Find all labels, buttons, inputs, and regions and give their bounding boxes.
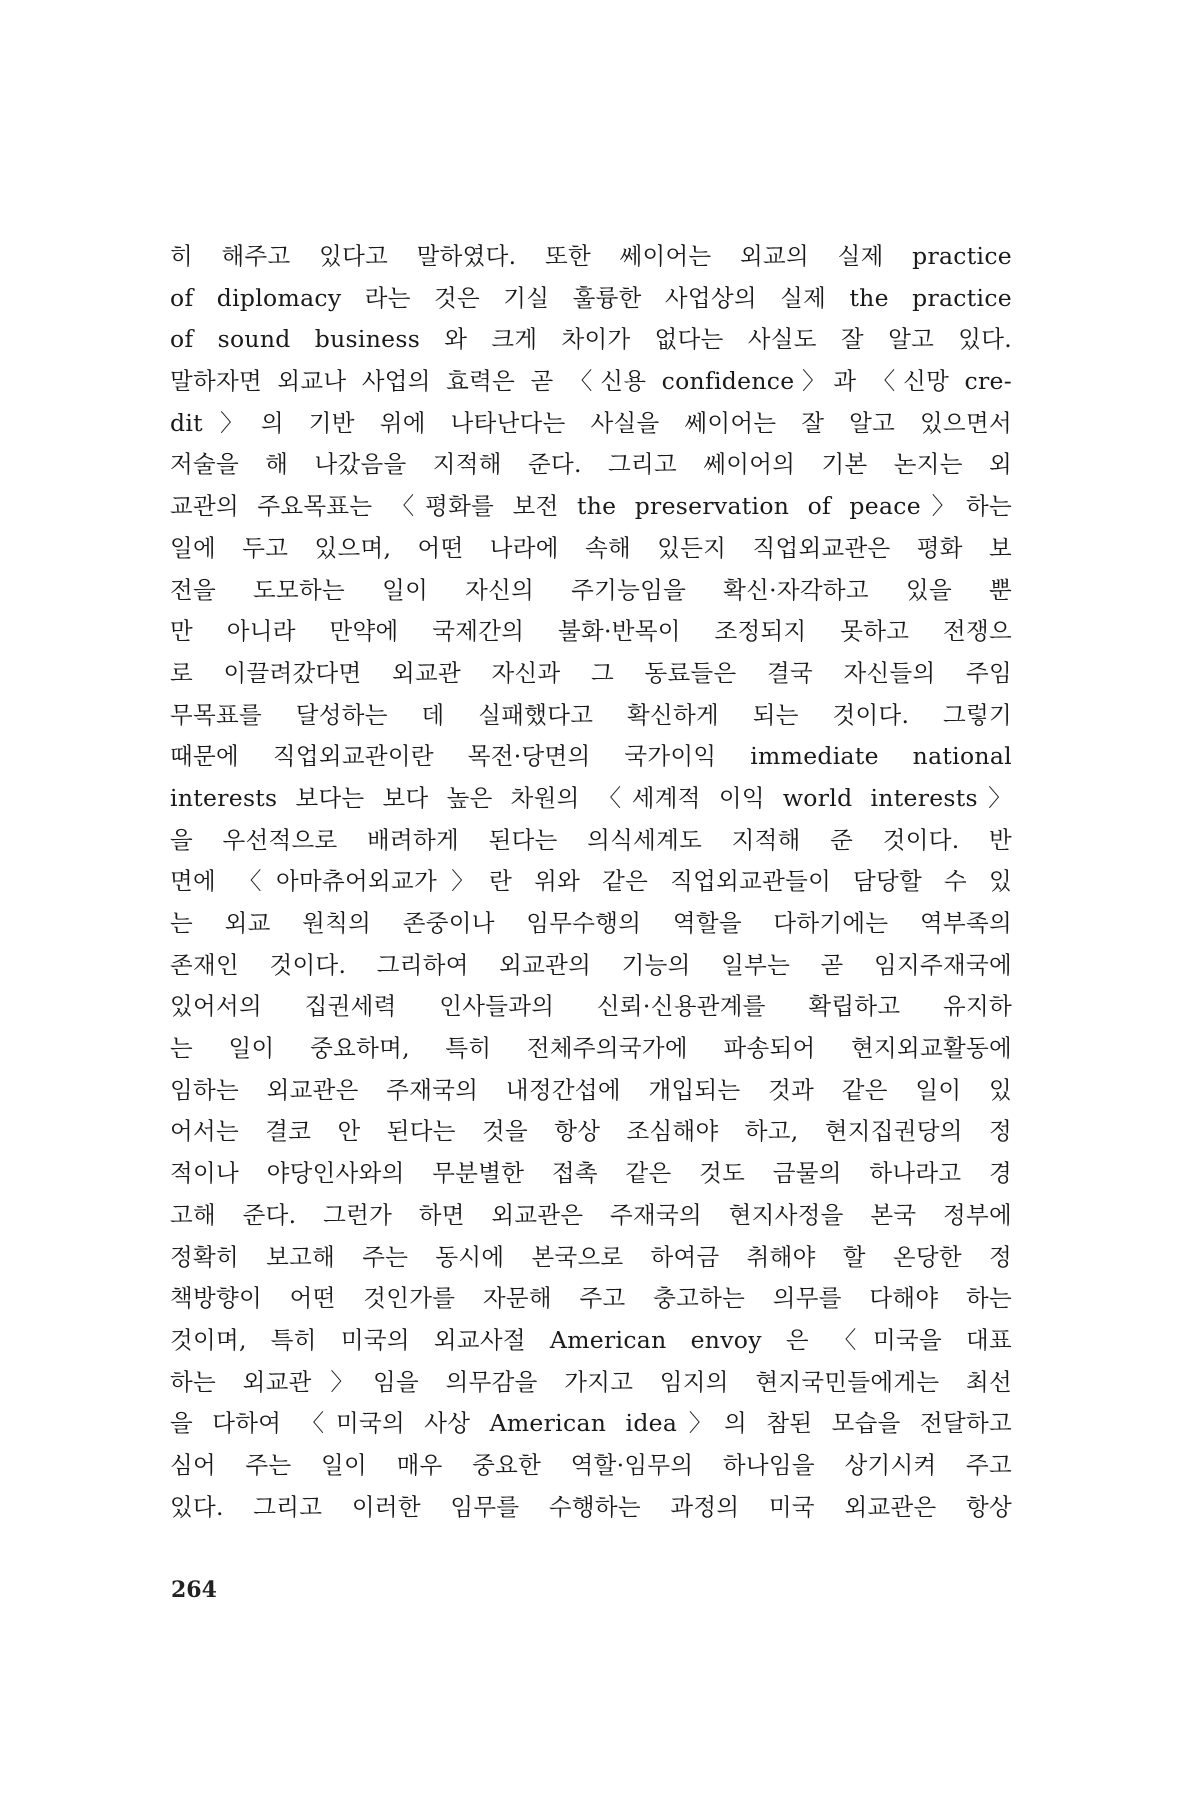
text-line: 것이며, 특히 미국의 외교사절 American envoy 은 〈미국을 대표 bbox=[170, 1325, 1012, 1354]
text-line: 는 외교 원칙의 존중이나 임무수행의 역할을 다하기에는 역부족의 bbox=[170, 909, 1012, 937]
text-line: 심어 주는 일이 매우 중요한 역할·임무의 하나임을 상기시켜 주고 bbox=[170, 1450, 1012, 1479]
text-line: of sound business 와 크게 차이가 없다는 사실도 잘 알고 있다. bbox=[170, 325, 1012, 354]
text-line: 책방향이 어떤 것인가를 자문해 주고 충고하는 의무를 다해야 하는 bbox=[170, 1284, 1012, 1313]
text-line: 말하자면 외교나 사업의 효력은 곧 〈신용 confidence〉과 〈신망 cre- bbox=[170, 367, 1012, 396]
text-line: 만 아니라 만약에 국제간의 불화·반목이 조정되지 못하고 전쟁으 bbox=[170, 617, 1012, 646]
text-line: dit〉의 기반 위에 나타난다는 사실을 쎄이어는 잘 알고 있으면서 bbox=[170, 408, 1012, 437]
text-line: 을 다하여 〈미국의 사상 American idea〉의 참된 모습을 전달하고 bbox=[170, 1409, 1012, 1438]
text-line: 임하는 외교관은 주재국의 내정간섭에 개입되는 것과 같은 일이 있 bbox=[170, 1075, 1012, 1104]
text-line: 때문에 직업외교관이란 목전·당면의 국가이익 immediate national bbox=[170, 742, 1012, 771]
text-line: 무목표를 달성하는 데 실패했다고 확신하게 되는 것이다. 그렇기 bbox=[170, 700, 1012, 729]
text-line: 저술을 해 나갔음을 지적해 준다. 그리고 쎄이어의 기본 논지는 외 bbox=[170, 450, 1012, 479]
text-line: interests 보다는 보다 높은 차원의 〈세계적 이익 world interests〉 bbox=[170, 783, 1012, 812]
text-line: 히 해주고 있다고 말하였다. 또한 쎄이어는 외교의 실제 practice bbox=[170, 242, 1012, 270]
page-number: 264 bbox=[171, 1577, 217, 1603]
text-line: 있어서의 집권세력 인사들과의 신뢰·신용관계를 확립하고 유지하 bbox=[170, 992, 1012, 1021]
text-line: 는 일이 중요하며, 특히 전체주의국가에 파송되어 현지외교활동에 bbox=[170, 1034, 1012, 1063]
text-line: 적이나 야당인사와의 무분별한 접촉 같은 것도 금물의 하나라고 경 bbox=[170, 1159, 1012, 1188]
text-line: of diplomacy 라는 것은 기실 훌륭한 사업상의 실제 the practice bbox=[170, 283, 1012, 312]
text-line: 고해 준다. 그런가 하면 외교관은 주재국의 현지사정을 본국 정부에 bbox=[170, 1200, 1012, 1229]
text-line: 로 이끌려갔다면 외교관 자신과 그 동료들은 결국 자신들의 주임 bbox=[170, 658, 1012, 687]
text-line: 정확히 보고해 주는 동시에 본국으로 하여금 취해야 할 온당한 정 bbox=[170, 1242, 1012, 1271]
text-line: 일에 두고 있으며, 어떤 나라에 속해 있든지 직업외교관은 평화 보 bbox=[170, 533, 1012, 562]
body-text bbox=[170, 236, 1012, 1528]
text-line: 있다. 그리고 이러한 임무를 수행하는 과정의 미국 외교관은 항상 bbox=[170, 1492, 1012, 1521]
text-line: 어서는 결코 안 된다는 것을 항상 조심해야 하고, 현지집권당의 정 bbox=[170, 1117, 1012, 1146]
text-line: 교관의 주요목표는 〈평화를 보전 the preservation of peace〉하는 bbox=[170, 492, 1012, 521]
text-line: 면에 〈아마츄어외교가〉란 위와 같은 직업외교관들이 담당할 수 있 bbox=[170, 867, 1012, 896]
text-line: 전을 도모하는 일이 자신의 주기능임을 확신·자각하고 있을 뿐 bbox=[170, 575, 1012, 604]
text-line: 존재인 것이다. 그리하여 외교관의 기능의 일부는 곧 임지주재국에 bbox=[170, 950, 1012, 979]
text-line: 하는 외교관〉임을 의무감을 가지고 임지의 현지국민들에게는 최선 bbox=[170, 1367, 1012, 1396]
text-line: 을 우선적으로 배려하게 된다는 의식세계도 지적해 준 것이다. 반 bbox=[170, 825, 1012, 854]
